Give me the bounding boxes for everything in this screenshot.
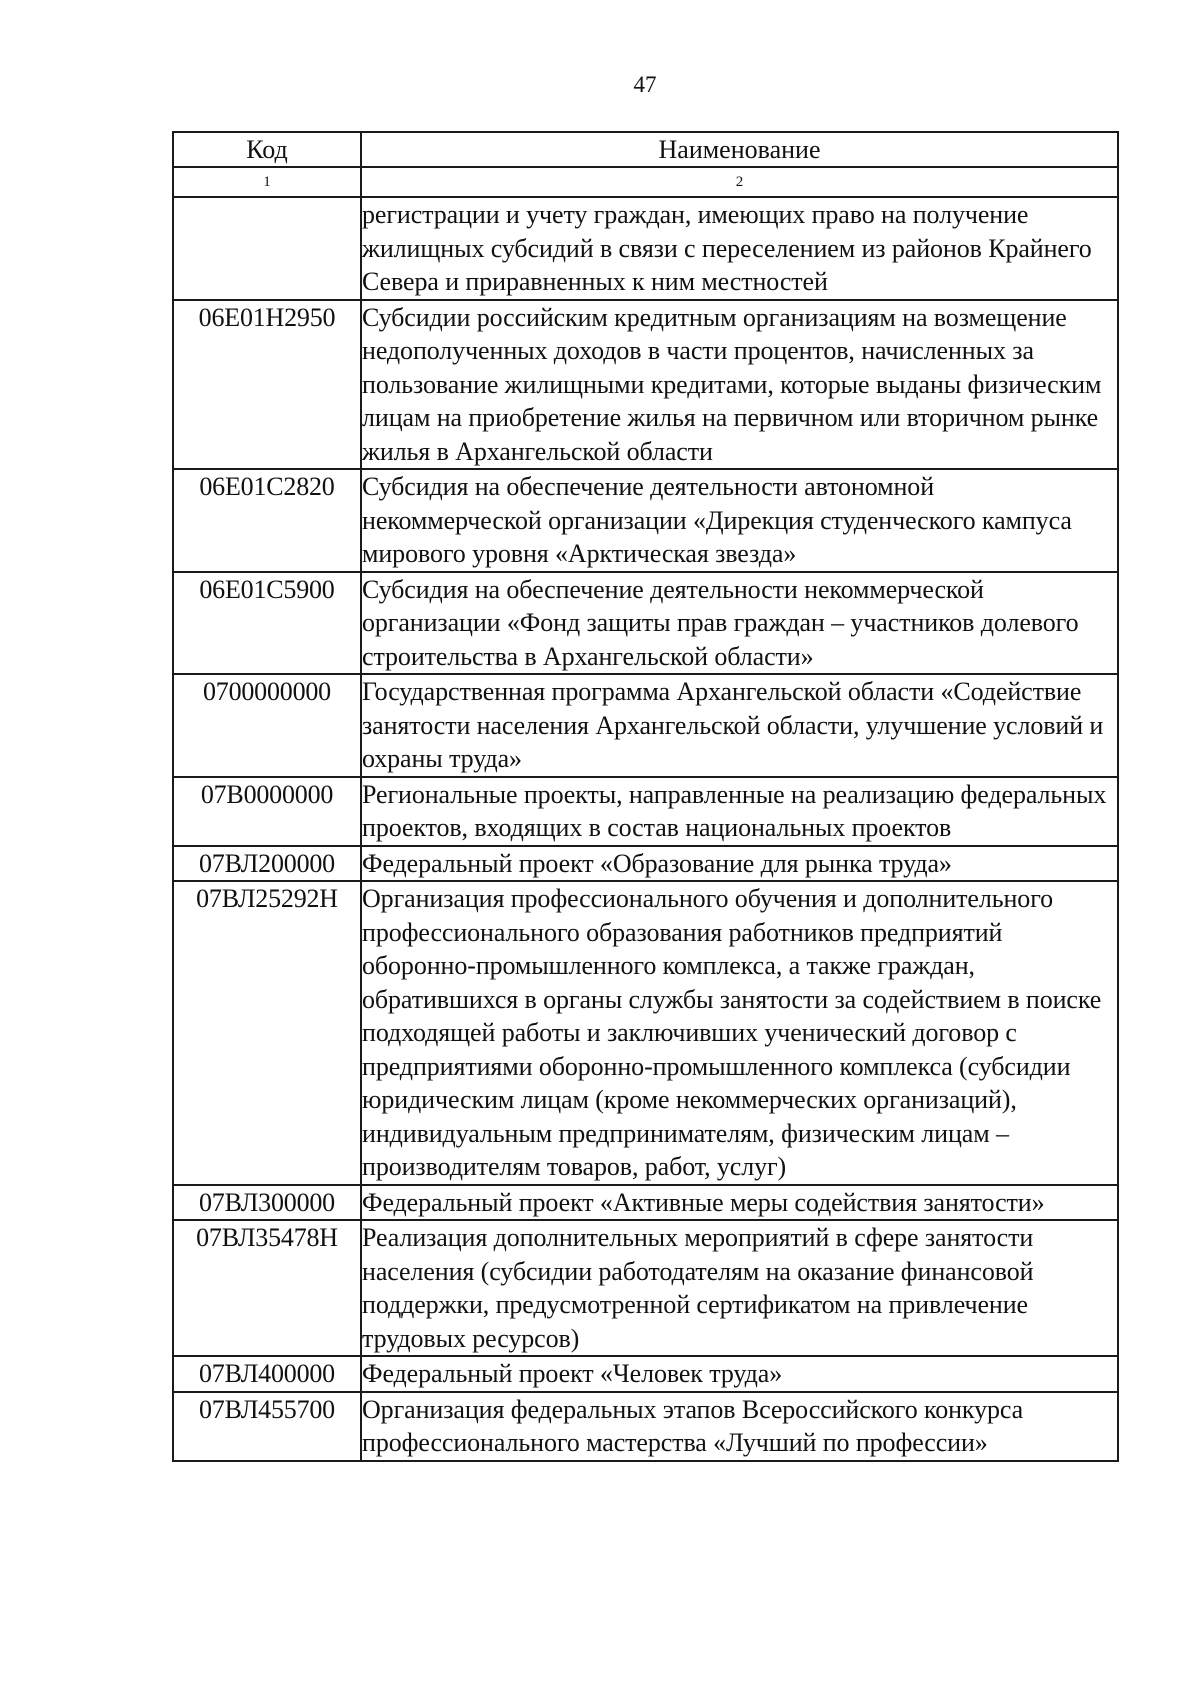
table-row bbox=[173, 197, 1118, 300]
row-name: Федеральный проект «Образование для рынка труда» bbox=[361, 846, 1118, 882]
row-code: 06Е01С2820 bbox=[173, 469, 361, 572]
table-row bbox=[173, 1185, 1118, 1221]
row-code: 0700000000 bbox=[173, 674, 361, 777]
row-name: Региональные проекты, направленные на реализацию федеральных проектов, входящих в состав национальных проектов bbox=[361, 777, 1118, 846]
table-row bbox=[173, 1356, 1118, 1392]
row-name: регистрации и учету граждан, имеющих право на получение жилищных субсидий в связи с переселением из районов Крайнего Севера и приравненных к ним местностей bbox=[361, 197, 1118, 300]
table-row bbox=[173, 674, 1118, 777]
table-header-row bbox=[173, 132, 1118, 167]
column-number-row bbox=[173, 167, 1118, 197]
row-name: Федеральный проект «Человек труда» bbox=[361, 1356, 1118, 1392]
table-row bbox=[173, 846, 1118, 882]
code-column-number: 1 bbox=[173, 167, 361, 197]
row-code: 07ВЛ35478Н bbox=[173, 1220, 361, 1356]
row-name: Организация федеральных этапов Всероссийского конкурса профессионального мастерства «Лучший по профессии» bbox=[361, 1392, 1118, 1461]
budget-classification-table bbox=[172, 131, 1119, 1462]
row-code: 07ВЛ25292Н bbox=[173, 881, 361, 1185]
page-number: 47 bbox=[633, 72, 657, 97]
row-name: Организация профессионального обучения и дополнительного профессионального образования работников предприятий оборонно-промышленного комплекса, а также граждан, обратившихся в органы службы занятости за содействием в поиске подходящей работы и заключивших ученический договор с предприятиями оборонно-промышленного комплекса (субсидии юридическим лицам (кроме некоммерческих организаций), индивидуальным предпринимателям, физическим лицам – производителям товаров, работ, услуг) bbox=[361, 881, 1118, 1185]
row-name: Субсидии российским кредитным организациям на возмещение недополученных доходов в части процентов, начисленных за пользование жилищными кредитами, которые выданы физическим лицам на приобретение жилья на первичном или вторичном рынке жилья в Архангельской области bbox=[361, 300, 1118, 470]
table-row bbox=[173, 777, 1118, 846]
row-name: Субсидия на обеспечение деятельности автономной некоммерческой организации «Дирекция студенческого кампуса мирового уровня «Арктическая звезда» bbox=[361, 469, 1118, 572]
row-name: Реализация дополнительных мероприятий в сфере занятости населения (субсидии работодателям на оказание финансовой поддержки, предусмотренной сертификатом на привлечение трудовых ресурсов) bbox=[361, 1220, 1118, 1356]
table-row bbox=[173, 300, 1118, 470]
table-row bbox=[173, 572, 1118, 675]
row-code: 07В0000000 bbox=[173, 777, 361, 846]
name-column-number: 2 bbox=[361, 167, 1118, 197]
name-column-header: Наименование bbox=[361, 132, 1118, 167]
row-code bbox=[173, 197, 361, 300]
row-code: 06Е01С5900 bbox=[173, 572, 361, 675]
row-name: Субсидия на обеспечение деятельности некоммерческой организации «Фонд защиты прав граждан – участников долевого строительства в Архангельской области» bbox=[361, 572, 1118, 675]
row-code: 07ВЛ300000 bbox=[173, 1185, 361, 1221]
table-row bbox=[173, 1220, 1118, 1356]
row-name: Государственная программа Архангельской области «Содействие занятости населения Архангельской области, улучшение условий и охраны труда» bbox=[361, 674, 1118, 777]
table-row bbox=[173, 881, 1118, 1185]
table-row bbox=[173, 469, 1118, 572]
row-code: 07ВЛ200000 bbox=[173, 846, 361, 882]
row-name: Федеральный проект «Активные меры содействия занятости» bbox=[361, 1185, 1118, 1221]
code-column-header: Код bbox=[173, 132, 361, 167]
table-row bbox=[173, 1392, 1118, 1461]
row-code: 07ВЛ400000 bbox=[173, 1356, 361, 1392]
row-code: 07ВЛ455700 bbox=[173, 1392, 361, 1461]
row-code: 06Е01Н2950 bbox=[173, 300, 361, 470]
